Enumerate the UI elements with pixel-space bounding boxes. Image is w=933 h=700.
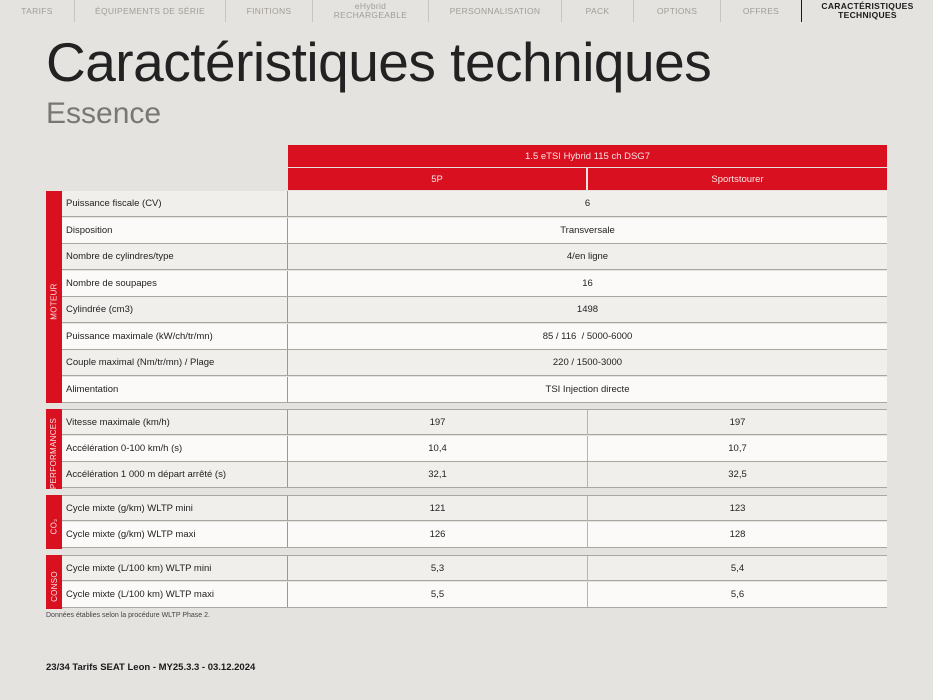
row-label: Accélération 0-100 km/h (s) — [66, 443, 183, 454]
nav-tab-pack[interactable]: PACK — [561, 0, 633, 22]
nav-tab-caracteristiques[interactable] — [801, 0, 933, 22]
table-row — [62, 244, 887, 270]
table-row — [62, 462, 887, 488]
nav-tab-finitions[interactable]: FINITIONS — [225, 0, 312, 22]
nav-tab-carac-line1: CARACTÉRISTIQUES — [821, 1, 914, 11]
row-value-sportstourer: 197 — [729, 417, 746, 428]
row-value-5p: 5,5 — [430, 589, 445, 600]
row-label: Disposition — [66, 225, 113, 236]
nav-tab-offres[interactable]: OFFRES — [720, 0, 801, 22]
section-moteur-label: MOTEUR — [49, 283, 59, 320]
nav-tab-personnalisation[interactable]: PERSONNALISATION — [428, 0, 561, 22]
row-value: 4/en ligne — [566, 251, 609, 262]
table-row — [62, 350, 887, 376]
row-value-5p: 32,1 — [428, 469, 447, 480]
row-value-sportstourer: 5,6 — [730, 589, 745, 600]
row-label: Puissance maximale (kW/ch/tr/mn) — [66, 331, 213, 342]
nav-tab-ehybrid-line2: RECHARGEABLE — [333, 10, 408, 20]
row-label: Cycle mixte (L/100 km) WLTP maxi — [66, 589, 214, 600]
table-row — [62, 495, 887, 521]
nav-tab-ehybrid-line1: eHybrid — [354, 1, 387, 11]
section-performances — [46, 409, 62, 489]
row-value: TSI Injection directe — [545, 384, 630, 395]
nav-tab-equipements[interactable]: ÉQUIPEMENTS DE SÉRIE — [74, 0, 225, 22]
row-value: Transversale — [560, 225, 615, 236]
section-conso — [46, 555, 62, 609]
table-row — [62, 218, 887, 244]
nav-tab-options[interactable]: OPTIONS — [633, 0, 720, 22]
row-label: Cycle mixte (g/km) WLTP mini — [66, 503, 193, 514]
row-label: Couple maximal (Nm/tr/mn) / Plage — [66, 357, 215, 368]
table-row — [62, 377, 887, 403]
row-label: Cycle mixte (L/100 km) WLTP mini — [66, 563, 212, 574]
row-value-5p: 10,4 — [428, 443, 447, 454]
row-label: Alimentation — [66, 384, 119, 395]
section-co2 — [46, 495, 62, 549]
row-value-5p: 197 — [429, 417, 446, 428]
footnote: Données établies selon la procédure WLTP Phase 2. — [46, 612, 210, 619]
row-label: Nombre de cylindres/type — [66, 251, 174, 262]
section-co2-label: CO₂ — [49, 518, 59, 535]
page-footer: 23/34 Tarifs SEAT Leon - MY25.3.3 - 03.12.2024 — [46, 662, 256, 673]
row-value: 6 — [584, 198, 591, 209]
nav-tab-tarifs[interactable]: TARIFS — [21, 5, 53, 16]
row-value-5p: 121 — [429, 503, 446, 514]
row-label: Nombre de soupapes — [66, 278, 157, 289]
row-label: Cylindrée (cm3) — [66, 304, 134, 315]
table-row — [62, 324, 887, 350]
table-row — [62, 409, 887, 435]
row-value-sportstourer: 128 — [729, 529, 746, 540]
table-row — [62, 436, 887, 462]
top-navigation — [0, 0, 933, 22]
engine-header: 1.5 eTSI Hybrid 115 ch DSG7 — [288, 145, 887, 167]
row-label: Puissance fiscale (CV) — [66, 198, 162, 209]
section-conso-label: CONSO — [49, 571, 59, 602]
row-value-5p: 126 — [429, 529, 446, 540]
row-label: Cycle mixte (g/km) WLTP maxi — [66, 529, 196, 540]
row-value-sportstourer: 5,4 — [730, 563, 745, 574]
table-row — [62, 297, 887, 323]
row-value-sportstourer: 32,5 — [728, 469, 747, 480]
column-header-sportstourer: Sportstourer — [588, 168, 887, 190]
row-value-sportstourer: 123 — [729, 503, 746, 514]
row-label: Accélération 1 000 m départ arrêté (s) — [66, 469, 226, 480]
row-value-sportstourer: 10,7 — [728, 443, 747, 454]
page-title: Caractéristiques techniques — [46, 31, 712, 93]
row-value-5p: 5,3 — [430, 563, 445, 574]
table-row — [62, 522, 887, 548]
row-value: 1498 — [576, 304, 599, 315]
table-row — [62, 582, 887, 608]
table-row — [62, 555, 887, 581]
table-row — [62, 271, 887, 297]
row-label: Vitesse maximale (km/h) — [66, 417, 170, 428]
row-value: 16 — [582, 278, 593, 289]
section-performances-label: PERFORMANCES — [49, 417, 59, 490]
page-subtitle: Essence — [46, 97, 162, 130]
nav-tab-carac-line2: TECHNIQUES — [838, 10, 897, 20]
row-value: 220 / 1500-3000 — [552, 357, 623, 368]
nav-tab-ehybrid[interactable] — [312, 0, 428, 22]
row-value: 85 / 116 / 5000-6000 — [542, 331, 633, 342]
section-moteur — [46, 191, 62, 403]
column-header-5p: 5P — [288, 168, 586, 190]
table-row — [62, 191, 887, 217]
